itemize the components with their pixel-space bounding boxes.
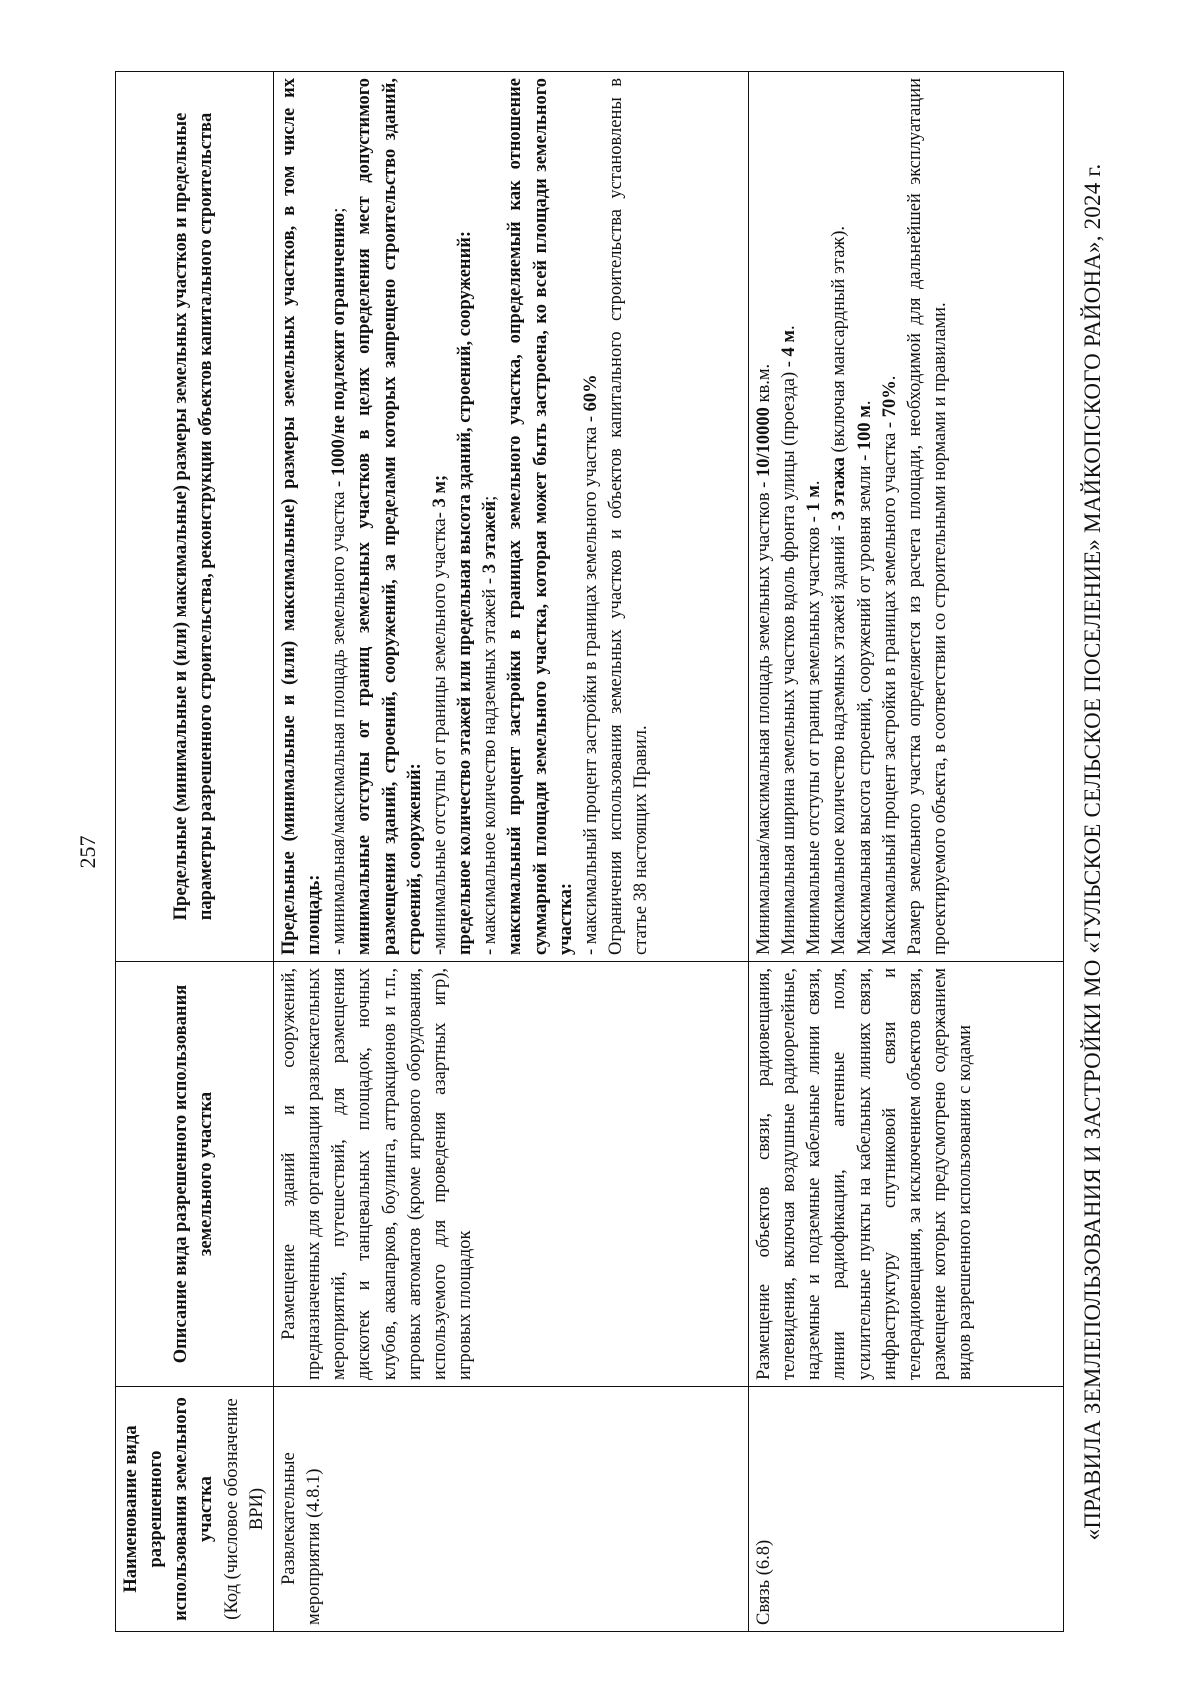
comm-area-value: 10/10000	[753, 407, 774, 478]
comm-height-label: Максимальная высота строений, сооружений от уровня земли -	[854, 450, 875, 955]
header-name-text: Наименование вида разрешенного использования земельного участка	[121, 1397, 217, 1621]
row-name-entertainment: Развлекательные мероприятия (4.8.1)	[273, 1387, 748, 1632]
param-setback-value: 3 м;	[429, 474, 450, 508]
table-row	[273, 72, 748, 1632]
comm-size-note: Размер земельного участка определяется из расчета площади, необходимой для дальнейшей эксплуатации проектируемого объекта, в соответствии со строительными нормами и правилами.	[904, 78, 951, 955]
comm-height-tail: .	[854, 400, 875, 406]
header-params: Предельные (минимальные и (или) максимальные) размеры земельных участков и предельные параметры разрешенного строительства, реконструкции объектов капитального строительства	[116, 72, 274, 962]
comm-setback	[802, 78, 827, 955]
comm-floors-tail: (включая мансардный этаж).	[829, 226, 850, 458]
param-heading-floors: предельное количество этажей или предельная высота зданий, строений, сооружений:	[455, 230, 476, 955]
comm-width-label: Минимальная ширина земельных участков вдоль фронта улицы (проезда) -	[779, 356, 800, 955]
param-coverage	[579, 78, 604, 955]
param-setback-label: -минимальные отступы от границы земельного участка-	[429, 507, 450, 955]
header-name-code: (Код (числовое обозначение ВРИ)	[221, 1398, 267, 1620]
comm-area-unit: кв.м.	[753, 363, 774, 408]
comm-coverage-tail: .	[879, 375, 900, 381]
param-floors-tail: ;	[480, 495, 501, 501]
comm-setback-label: Минимальные отступы от границ земельных участков -	[804, 511, 825, 955]
comm-width	[777, 78, 802, 955]
param-coverage-label: - максимальный процент застройки в границах земельного участка -	[580, 411, 601, 955]
param-restrictions: Ограничения использования земельных участков и объектов капитального строительства установлены в статье 38 настоящих Правил.	[605, 78, 652, 955]
param-area-tail: ;	[329, 207, 350, 213]
comm-floors-label: Максимальное количество надземных этажей зданий -	[829, 520, 850, 955]
row-description-communications: Размещение объектов связи, радиовещания, телевидения, включая воздушные радиорелейные, надземные и подземные кабельные линии связи, линии радиофикации, антенные поля, усилительные пункты на кабельных линиях связи, инфраструктуру спутниковой связи и телерадиовещания, за исключением объектов связи, размещение которых предусмотрено содержанием видов разрешенного использования с кодами	[748, 962, 1063, 1387]
comm-coverage	[878, 78, 903, 955]
comm-height	[853, 78, 878, 955]
comm-coverage-label: Максимальный процент застройки в границах земельного участка -	[879, 417, 900, 955]
comm-setback-tail: .	[804, 480, 825, 486]
header-description: Описание вида разрешенного использования земельного участка	[116, 962, 274, 1387]
param-area-value: 1000/не подлежит ограничению	[329, 212, 350, 477]
param-floors-label: - максимальное количество надземных этажей -	[480, 573, 501, 955]
comm-floors-value: 3 этажа	[829, 457, 850, 521]
comm-area	[752, 78, 777, 955]
param-setback	[428, 78, 453, 955]
comm-coverage-value: 70%	[879, 380, 900, 418]
regulations-table	[115, 71, 1064, 1632]
comm-area-label: Минимальная/максимальная площадь земельных участков -	[753, 477, 774, 955]
param-floors	[478, 78, 503, 955]
row-description-entertainment: Размещение зданий и сооружений, предназначенных для организации развлекательных мероприятий, путешествий, для размещения дискотек и танцевальных площадок, ночных клубов, аквапарков, боулинга, аттракционов и т.п., игровых автоматов (кроме игрового оборудования, используемого для проведения азартных игр), игровых площадок	[273, 962, 748, 1387]
comm-height-value: 100 м	[854, 405, 875, 451]
document-footer: «ПРАВИЛА ЗЕМЛЕПОЛЬЗОВАНИЯ И ЗАСТРОЙКИ МО «ТУЛЬСКОЕ СЕЛЬСКОЕ ПОСЕЛЕНИЕ» МАЙКОПСКОГО РАЙОНА», 2024 г.	[1080, 163, 1105, 1541]
param-heading-sizes: Предельные (минимальные и (или) максимальные) размеры земельных участков, в том числе их площадь:	[278, 78, 325, 955]
row-params-communications	[748, 72, 1063, 962]
row-name-communications: Связь (6.8)	[748, 1387, 1063, 1632]
table-header-row	[116, 72, 274, 1632]
page-number: 257	[75, 835, 100, 869]
comm-floors	[827, 78, 852, 955]
param-area-label: - минимальная/максимальная площадь земельного участка -	[329, 476, 350, 955]
param-floors-value: 3 этажей	[480, 500, 501, 574]
rotated-page	[75, 72, 1120, 1632]
param-area	[327, 78, 352, 955]
row-params-entertainment	[273, 72, 748, 962]
header-name	[116, 1387, 274, 1632]
comm-setback-value: 1 м	[804, 485, 825, 512]
param-heading-setbacks: минимальные отступы от границ земельных участков в целях определения мест допустимого размещения зданий, строений, сооружений, за пределами которых запрещено строительство зданий, строений, сооружений:	[354, 78, 425, 955]
param-coverage-value: 60%	[580, 374, 601, 412]
param-heading-coverage: максимальный процент застройки в границах земельного участка, определяемый как отношение суммарной площади земельного участка, которая может быть застроена, ко всей площади земельного участка:	[505, 78, 576, 955]
comm-width-value: 4 м	[779, 329, 800, 357]
comm-width-tail: .	[779, 325, 800, 330]
table-row	[748, 72, 1063, 1632]
